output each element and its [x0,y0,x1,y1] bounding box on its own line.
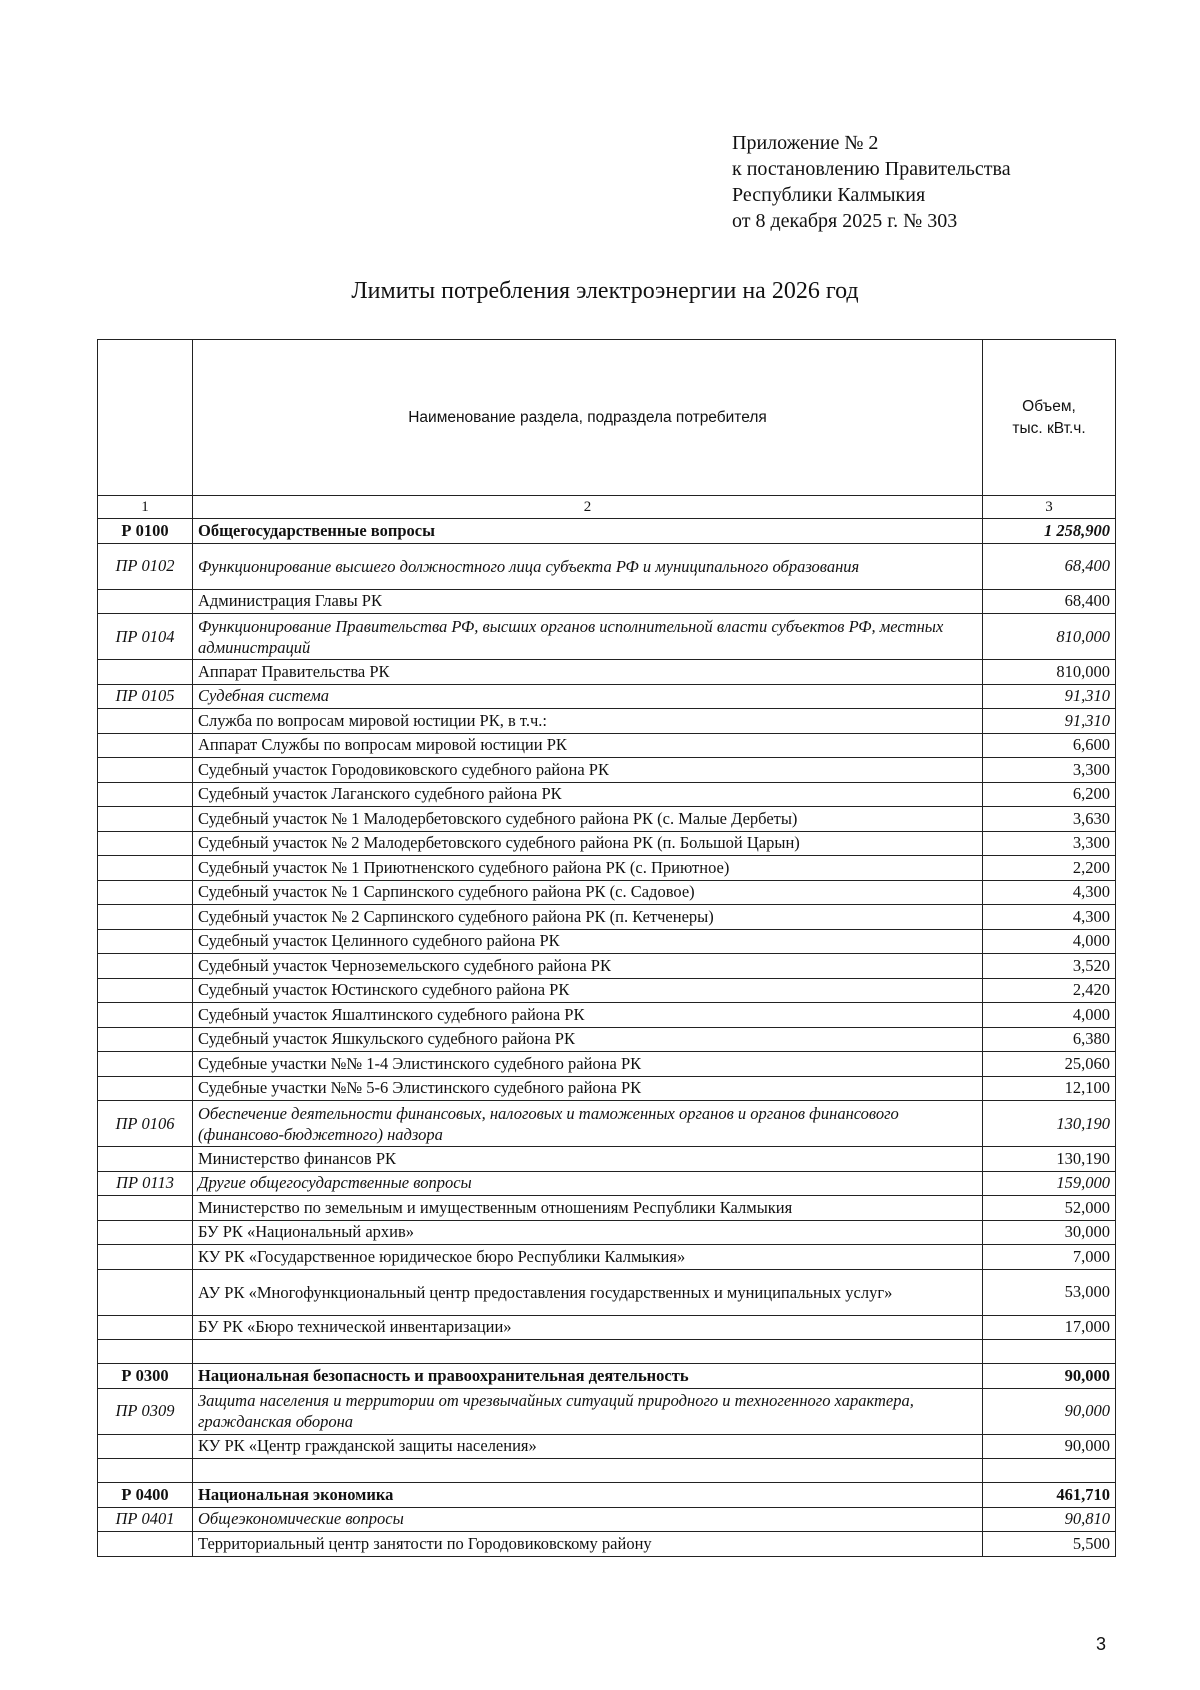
row-code: ПР 0309 [98,1388,193,1434]
row-value: 130,190 [983,1147,1116,1172]
row-value: 91,310 [983,684,1116,709]
row-code [98,709,193,734]
row-name: Территориальный центр занятости по Городовиковскому району [193,1532,983,1557]
table-row [98,1245,1116,1270]
table-row [98,1101,1116,1147]
row-code: Р 0400 [98,1483,193,1508]
row-code: ПР 0105 [98,684,193,709]
row-value: 4,300 [983,880,1116,905]
row-value: 53,000 [983,1269,1116,1315]
row-value: 90,000 [983,1364,1116,1389]
table-row [98,929,1116,954]
table-row [98,1076,1116,1101]
row-value: 30,000 [983,1220,1116,1245]
row-value: 461,710 [983,1483,1116,1508]
table-row [98,807,1116,832]
row-name: Судебный участок № 1 Малодербетовского судебного района РК (с. Малые Дербеты) [193,807,983,832]
table-row [98,709,1116,734]
row-code: Р 0100 [98,519,193,544]
row-name: Другие общегосударственные вопросы [193,1171,983,1196]
row-value: 25,060 [983,1052,1116,1077]
row-name: Аппарат Службы по вопросам мировой юстиции РК [193,733,983,758]
table-row [98,782,1116,807]
row-name: Судебный участок № 1 Сарпинского судебного района РК (с. Садовое) [193,880,983,905]
row-code [98,978,193,1003]
row-value: 7,000 [983,1245,1116,1270]
row-name: Общегосударственные вопросы [193,519,983,544]
row-value: 52,000 [983,1196,1116,1221]
row-code [98,660,193,685]
row-value: 159,000 [983,1171,1116,1196]
row-code [98,1196,193,1221]
row-value: 130,190 [983,1101,1116,1147]
header-volume-cell [983,340,1116,496]
table-row [98,954,1116,979]
table-row [98,1388,1116,1434]
table-row [98,1315,1116,1340]
table-header-row [98,340,1116,496]
table-row [98,1196,1116,1221]
row-code [98,758,193,783]
row-code [98,1245,193,1270]
table-row [98,1027,1116,1052]
row-name: Защита населения и территории от чрезвычайных ситуаций природного и техногенного характера, гражданская оборона [193,1388,983,1434]
row-code [98,905,193,930]
row-code: ПР 0113 [98,1171,193,1196]
row-name: Судебный участок Яшалтинского судебного района РК [193,1003,983,1028]
row-value: 12,100 [983,1076,1116,1101]
spacer-row [98,1340,1116,1364]
page-number: 3 [1096,1634,1107,1654]
row-value: 1 258,900 [983,519,1116,544]
row-name: Судебный участок Целинного судебного района РК [193,929,983,954]
table-row [98,905,1116,930]
row-name: Обеспечение деятельности финансовых, налоговых и таможенных органов и органов финансового (финансово-бюджетного) надзора [193,1101,983,1147]
row-value: 6,200 [983,782,1116,807]
row-value: 3,630 [983,807,1116,832]
table-row [98,1269,1116,1315]
row-code [98,929,193,954]
row-name: БУ РК «Бюро технической инвентаризации» [193,1315,983,1340]
row-code [98,807,193,832]
row-value: 6,600 [983,733,1116,758]
table-row [98,543,1116,589]
row-name: Общеэкономические вопросы [193,1507,983,1532]
row-name: АУ РК «Многофункциональный центр предоставления государственных и муниципальных услуг» [193,1269,983,1315]
row-code [98,954,193,979]
row-value: 810,000 [983,614,1116,660]
empty-cell [193,1459,983,1483]
row-name: Судебный участок № 2 Сарпинского судебного района РК (п. Кетченеры) [193,905,983,930]
table-row [98,1532,1116,1557]
empty-cell [983,1459,1116,1483]
appendix-line: от 8 декабря 2025 г. № 303 [732,210,958,232]
row-name: КУ РК «Центр гражданской защиты населения» [193,1434,983,1459]
row-code: ПР 0104 [98,614,193,660]
appendix-block [732,130,1011,234]
column-number: 1 [98,496,193,519]
table-row [98,1507,1116,1532]
row-value: 3,300 [983,831,1116,856]
row-code: ПР 0401 [98,1507,193,1532]
row-value: 17,000 [983,1315,1116,1340]
row-code [98,1052,193,1077]
row-value: 91,310 [983,709,1116,734]
row-value: 5,500 [983,1532,1116,1557]
table-row [98,733,1116,758]
row-name: Судебный участок № 1 Приютненского судебного района РК (с. Приютное) [193,856,983,881]
row-value: 4,000 [983,929,1116,954]
empty-cell [98,1340,193,1364]
row-name: Национальная безопасность и правоохранительная деятельность [193,1364,983,1389]
header-code-cell [98,340,193,496]
row-name: Судебный участок Лаганского судебного района РК [193,782,983,807]
row-code [98,782,193,807]
row-code [98,1315,193,1340]
row-name: Судебный участок Яшкульского судебного района РК [193,1027,983,1052]
table-row [98,1003,1116,1028]
row-code [98,1003,193,1028]
row-value: 6,380 [983,1027,1116,1052]
row-name: Национальная экономика [193,1483,983,1508]
column-number-row [98,496,1116,519]
row-code [98,1434,193,1459]
table-row [98,1220,1116,1245]
row-code [98,1027,193,1052]
row-name: Судебный участок Черноземельского судебного района РК [193,954,983,979]
table-row [98,1171,1116,1196]
row-name: Судебная система [193,684,983,709]
table-row [98,856,1116,881]
row-code [98,1220,193,1245]
row-code [98,1532,193,1557]
appendix-line: к постановлению Правительства [732,158,1011,180]
row-value: 68,400 [983,543,1116,589]
table-row [98,758,1116,783]
row-code [98,1147,193,1172]
row-value: 2,200 [983,856,1116,881]
column-number: 2 [193,496,983,519]
table-row [98,589,1116,614]
table-row [98,1364,1116,1389]
row-code: ПР 0106 [98,1101,193,1147]
row-code [98,733,193,758]
table-row [98,1483,1116,1508]
empty-cell [193,1340,983,1364]
row-name: Министерство по земельным и имущественным отношениям Республики Калмыкия [193,1196,983,1221]
appendix-line: Республики Калмыкия [732,184,926,206]
row-code [98,1269,193,1315]
table-row [98,684,1116,709]
row-code [98,589,193,614]
row-name: Функционирование Правительства РФ, высших органов исполнительной власти субъектов РФ, местных администраций [193,614,983,660]
row-code [98,880,193,905]
row-value: 810,000 [983,660,1116,685]
row-name: Судебные участки №№ 5-6 Элистинского судебного района РК [193,1076,983,1101]
row-name: Функционирование высшего должностного лица субъекта РФ и муниципального образования [193,543,983,589]
table-row [98,831,1116,856]
row-name: Служба по вопросам мировой юстиции РК, в т.ч.: [193,709,983,734]
row-name: КУ РК «Государственное юридическое бюро Республики Калмыкия» [193,1245,983,1270]
row-value: 90,000 [983,1388,1116,1434]
spacer-row [98,1459,1116,1483]
header-name-cell: Наименование раздела, подраздела потребителя [193,340,983,496]
row-value: 2,420 [983,978,1116,1003]
empty-cell [98,1459,193,1483]
table-row [98,660,1116,685]
table-row [98,978,1116,1003]
table-row [98,1052,1116,1077]
row-code [98,831,193,856]
table-row [98,614,1116,660]
header-volume-line: Объем, [1022,397,1076,415]
empty-cell [983,1340,1116,1364]
row-name: БУ РК «Национальный архив» [193,1220,983,1245]
appendix-line: Приложение № 2 [732,132,879,154]
row-name: Аппарат Правительства РК [193,660,983,685]
document-title: Лимиты потребления электроэнергии на 2026 год [351,278,859,304]
row-code: ПР 0102 [98,543,193,589]
row-value: 68,400 [983,589,1116,614]
row-name: Судебные участки №№ 1-4 Элистинского судебного района РК [193,1052,983,1077]
row-value: 3,520 [983,954,1116,979]
row-value: 4,300 [983,905,1116,930]
row-value: 90,810 [983,1507,1116,1532]
row-value: 3,300 [983,758,1116,783]
row-code: Р 0300 [98,1364,193,1389]
table-row [98,519,1116,544]
row-name: Судебный участок Городовиковского судебного района РК [193,758,983,783]
row-name: Судебный участок № 2 Малодербетовского судебного района РК (п. Большой Царын) [193,831,983,856]
table-row [98,1147,1116,1172]
column-number: 3 [983,496,1116,519]
row-code [98,1076,193,1101]
row-code [98,856,193,881]
table-row [98,880,1116,905]
row-value: 90,000 [983,1434,1116,1459]
row-name: Судебный участок Юстинского судебного района РК [193,978,983,1003]
header-volume-line: тыс. кВт.ч. [1012,419,1086,437]
table-row [98,1434,1116,1459]
row-name: Министерство финансов РК [193,1147,983,1172]
row-name: Администрация Главы РК [193,589,983,614]
row-value: 4,000 [983,1003,1116,1028]
limits-table [97,339,1116,1557]
